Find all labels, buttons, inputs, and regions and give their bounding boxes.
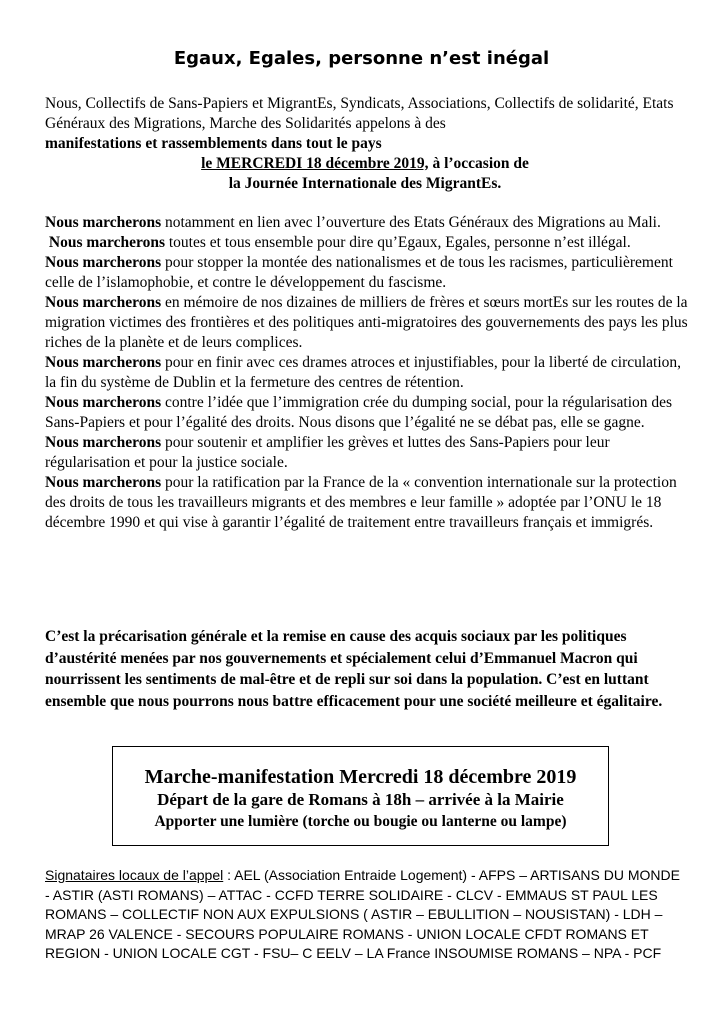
journee-line: la Journée Internationale des MigrantEs. [228, 175, 502, 192]
paragraph-text: pour en finir avec ces drames atroces et injustifiables, pour la liberté de circulation, la fin du système de Dublin et la fermeture des centres de rétention. [45, 354, 682, 391]
paragraph [45, 213, 690, 233]
paragraph-lead: Nous marcherons [45, 434, 162, 451]
date-line [45, 154, 685, 174]
paragraph-text: en mémoire de nos dizaines de milliers de frères et sœurs mortEs sur les routes de la migration victimes des frontières et des politiques anti-migratoires des gouvernements des pays les plus riches de la planète et de leurs complices. [45, 294, 688, 351]
paragraph-lead: Nous marcherons [45, 474, 162, 491]
paragraph-lead: Nous marcherons [48, 234, 165, 251]
intro-bold: manifestations et rassemblements dans tout le pays [45, 135, 382, 152]
paragraph-text: contre l’idée que l’immigration crée du dumping social, pour la régularisation des Sans-Papiers et pour l’égalité des droits. Nous disons que l’égalité ne se débat pas, elle se gagne. [45, 394, 673, 431]
paragraph-lead: Nous marcherons [45, 354, 162, 371]
paragraph-text: pour stopper la montée des nationalismes et de tous les racismes, particulièrement celle de l’islamophobie, et contre le développement du fascisme. [45, 254, 673, 291]
paragraph [45, 353, 690, 393]
signataires-block [45, 866, 685, 964]
paragraph-lead: Nous marcherons [45, 294, 162, 311]
event-title: Marche-manifestation Mercredi 18 décembre 2019 [144, 766, 577, 788]
paragraph-lead: Nous marcherons [45, 254, 162, 271]
paragraph [45, 253, 690, 293]
paragraph-text: toutes et tous ensemble pour dire qu’Egaux, Egales, personne n’est illégal. [165, 234, 631, 251]
paragraph-text: pour soutenir et amplifier les grèves et luttes des Sans-Papiers pour leur régularisation et pour la justice sociale. [45, 434, 610, 471]
paragraph [45, 433, 690, 473]
signataires-list: : AEL (Association Entraide Logement) - AFPS – ARTISANS DU MONDE - ASTIR (ASTI ROMANS) – ATTAC - CCFD TERRE SOLIDAIRE - CLCV - EMMAUS ST PAUL LES ROMANS – COLLECTIF NON AUX EXPULSIONS ( ASTIR – EBULLITION – NOUSISTAN) - LDH – MRAP 26 VALENCE - SECOURS POPULAIRE ROMANS - UNION LOCALE CFDT ROMANS ET REGION - UNION LOCALE CGT - FSU– C EELV – LA France INSOUMISE ROMANS – NPA - PCF [45, 867, 680, 961]
paragraph-text: pour la ratification par la France de la « convention internationale sur la protection des droits de tous les travailleurs migrants et des membres e leur famille » adoptée par l’ONU le 18 décembre 1990 et qui vise à garantir l’égalité de traitement entre travailleurs français et immigrés. [45, 474, 677, 531]
flyer-title: Egaux, Egales, personne n’est inégal [173, 48, 550, 69]
marcherons-list [45, 213, 690, 533]
paragraph-lead: Nous marcherons [45, 214, 162, 231]
date-rest: à l’occasion de [428, 155, 529, 172]
intro-text: Nous, Collectifs de Sans-Papiers et MigrantEs, Syndicats, Associations, Collectifs de solidarité, Etats Généraux des Migrations, Marche des Solidarités appelons à des [45, 95, 674, 132]
paragraph-text: notamment en lien avec l’ouverture des Etats Généraux des Migrations au Mali. [161, 214, 661, 231]
date-text: le MERCREDI 18 décembre 2019, [201, 155, 429, 172]
paragraph [45, 233, 690, 253]
paragraph [45, 393, 690, 433]
paragraph [45, 293, 690, 353]
paragraph-lead: Nous marcherons [45, 394, 162, 411]
event-route: Départ de la gare de Romans à 18h – arrivée à la Mairie [157, 790, 564, 809]
intro-block [45, 94, 685, 194]
paragraph [45, 473, 690, 533]
closing-paragraph: C’est la précarisation générale et la remise en cause des acquis sociaux par les politiques d’austérité menées par nos gouvernements et spécialement celui d’Emmanuel Macron qui nourrissent les sentiments de mal-être et de repli sur soi dans la population. C’est en luttant ensemble que nous pourrons nous battre efficacement pour une société meilleure et égalitaire. [45, 628, 663, 710]
signataires-label: Signataires locaux de l’appel [45, 867, 224, 883]
event-box [112, 746, 609, 846]
event-note: Apporter une lumière (torche ou bougie ou lanterne ou lampe) [154, 813, 567, 830]
